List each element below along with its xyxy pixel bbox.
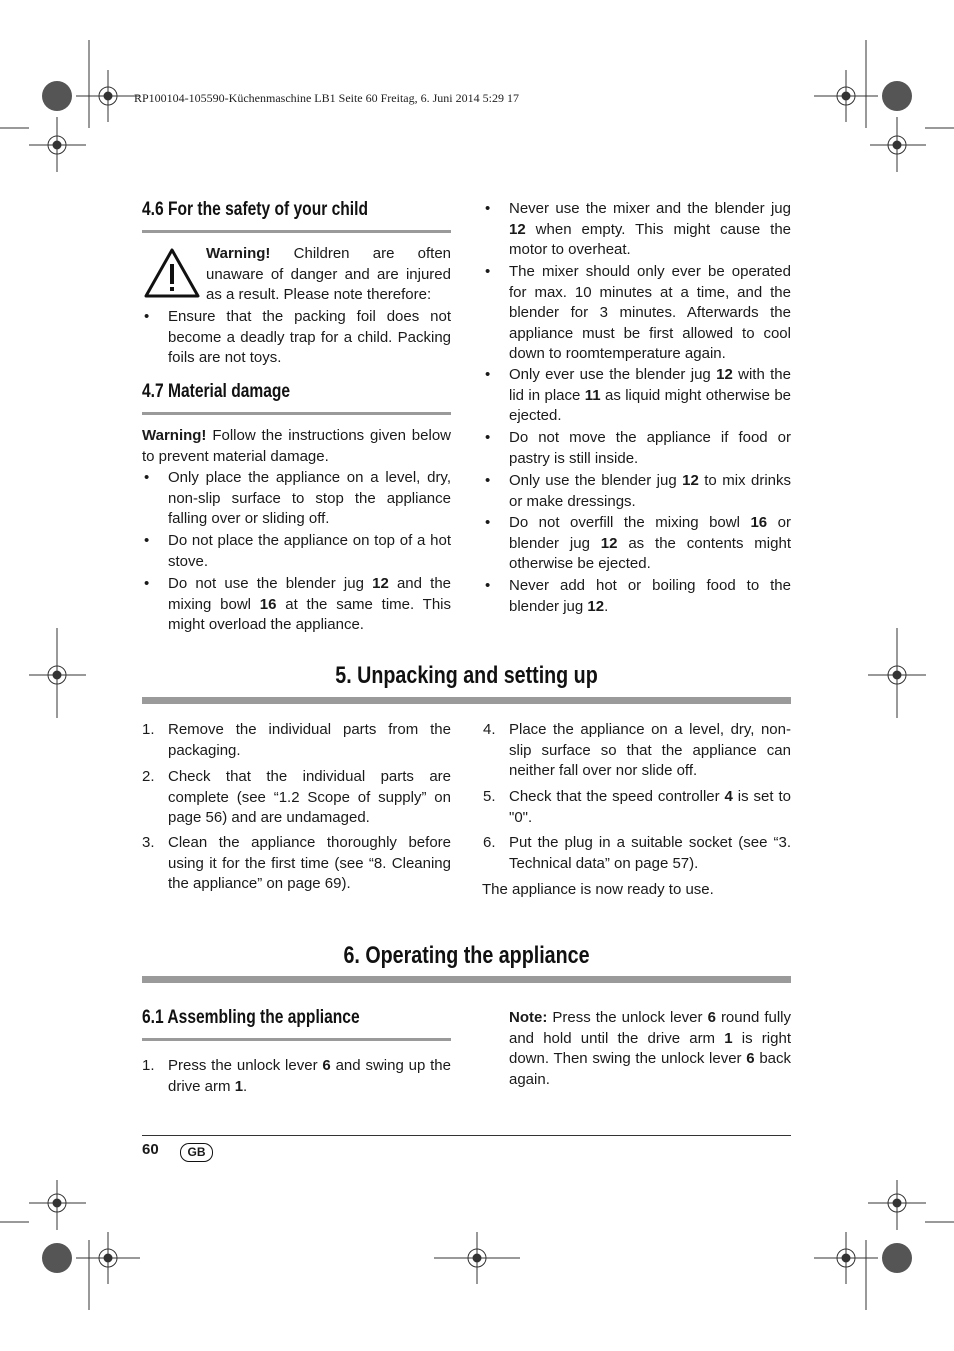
child-warning: Warning! Children are often unaware of danger and are injured as a result. Please note therefore: (206, 245, 451, 303)
heading-section-5: 5. Unpacking and setting up (335, 662, 598, 689)
heading-4-7: 4.7 Material damage (142, 381, 291, 402)
step-item: 1. Remove the individual parts from the packaging. (142, 721, 451, 759)
heading-rule (142, 412, 451, 415)
page-number: 60 (142, 1141, 159, 1158)
heading-rule (142, 1038, 451, 1041)
heading-6-1: 6.1 Assembling the appliance (142, 1007, 360, 1028)
list-item: • Do not move the appliance if food or pastry is still inside. (509, 428, 791, 469)
step-item: 2. Check that the individual parts are complete (see “1.2 Scope of supply” on page 56) and are undamaged. (142, 768, 451, 826)
section-rule (142, 697, 791, 704)
heading-4-6: 4.6 For the safety of your child (142, 199, 368, 220)
list-item: • Do not place the appliance on top of a hot stove. (168, 531, 451, 572)
section-rule (142, 976, 791, 983)
step-item: 1. Press the unlock lever 6 and swing up the drive arm 1. (142, 1057, 451, 1095)
step-item: 5. Check that the speed controller 4 is set to "0". (483, 788, 791, 826)
list-item: • Never add hot or boiling food to the blender jug 12. (509, 576, 791, 617)
print-slug: RP100104-105590-Küchenmaschine LB1 Seite 60 Freitag, 6. Juni 2014 5:29 17 (134, 91, 519, 105)
step-item: 3. Clean the appliance thoroughly before using it for the first time (see “8. Cleaning the appliance” on page 69). (142, 834, 451, 892)
list-item: • Never use the mixer and the blender jug 12 when empty. This might cause the motor to overheat. (509, 199, 791, 261)
heading-rule (142, 230, 451, 233)
warning-triangle-icon (143, 247, 201, 299)
step-item: 6. Put the plug in a suitable socket (see “3. Technical data” on page 57). (483, 834, 791, 872)
list-item: • Only use the blender jug 12 to mix drinks or make dressings. (509, 471, 791, 512)
list-item: • Do not overfill the mixing bowl 16 or blender jug 12 as the contents might otherwise be ejected. (509, 513, 791, 575)
list-item: • The mixer should only ever be operated for max. 10 minutes at a time, and the blender for 3 minutes. Afterwards the appliance must be first allowed to cool down to roomtemperature again. (509, 262, 791, 365)
list-item: • Ensure that the packing foil does not become a deadly trap for a child. Packing foils are not toys. (168, 307, 451, 369)
heading-section-6: 6. Operating the appliance (343, 942, 590, 969)
footer-rule (142, 1135, 791, 1136)
note-text: Note: Press the unlock lever 6 round fully and hold until the drive arm 1 is right down. Then swing the unlock lever 6 back again. (509, 1009, 792, 1088)
language-badge: GB (180, 1143, 213, 1162)
material-warning: Warning! Follow the instructions given below to prevent material damage. (142, 427, 451, 465)
step-item: 4. Place the appliance on a level, dry, non-slip surface so that the appliance can neither fall over nor slide off. (483, 721, 791, 779)
ready-text: The appliance is now ready to use. (482, 881, 714, 898)
list-item: • Only ever use the blender jug 12 with the lid in place 11 as liquid might otherwise be ejected. (509, 365, 791, 427)
list-item: • Only place the appliance on a level, dry, non-slip surface to stop the appliance falling over or sliding off. (168, 468, 451, 530)
list-item: • Do not use the blender jug 12 and the mixing bowl 16 at the same time. This might overload the appliance. (168, 574, 451, 636)
